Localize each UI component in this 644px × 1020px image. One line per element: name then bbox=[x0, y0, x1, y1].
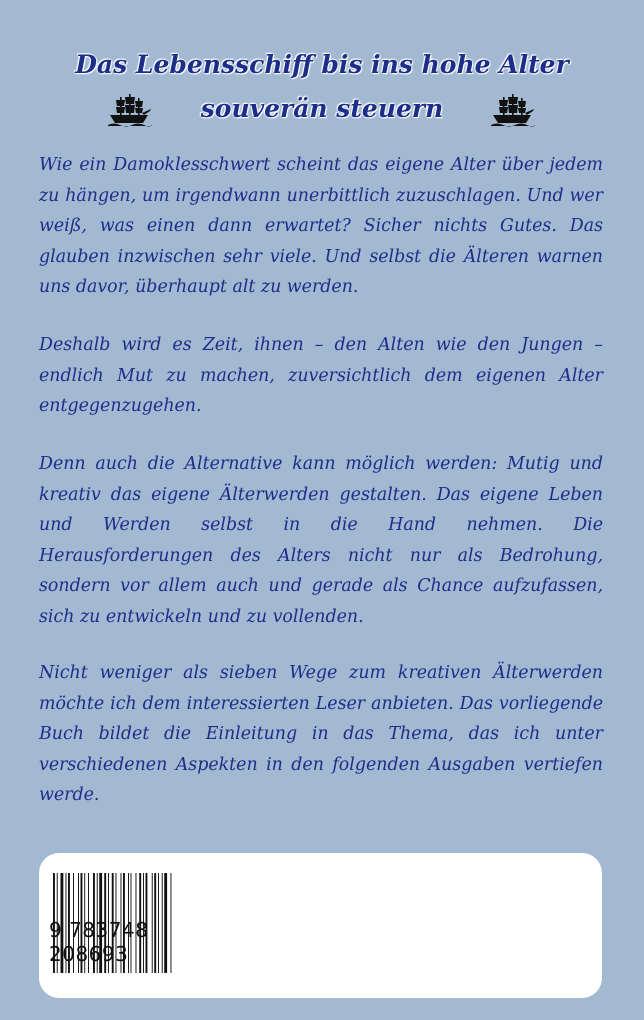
paragraph-2: Deshalb wird es Zeit, ihnen – den Alten wie den Jungen – endlich Mut zu machen, zuversichtlich dem eigenen Alter entgegenzugehen. bbox=[39, 335, 603, 416]
paragraph-1: Wie ein Damoklesschwert scheint das eigene Alter über jedem zu hängen, um irgendwann unerbittlich zuzuschlagen. Und wer weiß, was einen dann erwartet? Sicher nichts Gutes. Das glauben inzwischen sehr viele. Und selbst die Älteren warnen uns davor, überhaupt alt zu werden. bbox=[39, 155, 603, 297]
sailing-ship-icon bbox=[106, 91, 152, 127]
sailing-ship-icon bbox=[489, 91, 535, 127]
paragraph-4: Nicht weniger als sieben Wege zum kreativen Älterwerden möchte ich dem interessierten Leser anbieten. Das vorliegende Buch bildet die Einleitung in das Thema, das ich unter verschiedenen Aspekten in den folgenden Ausgaben vertiefen werde. bbox=[39, 663, 603, 805]
title-line-1: Das Lebensschiff bis ins hohe Alter bbox=[75, 50, 569, 79]
isbn-number: 9 783748 208693 bbox=[49, 918, 149, 966]
paragraph-3: Denn auch die Alternative kann möglich werden: Mutig und kreativ das eigene Älterwerden gestalten. Das eigene Leben und Werden selbst in die Hand nehmen. Die Herausforderungen des Alters nicht nur als Bedrohung, sondern vor allem auch und gerade als Chance aufzufassen, sich zu entwickeln und zu vollenden. bbox=[39, 454, 603, 627]
title-line-2: souverän steuern bbox=[200, 94, 444, 123]
